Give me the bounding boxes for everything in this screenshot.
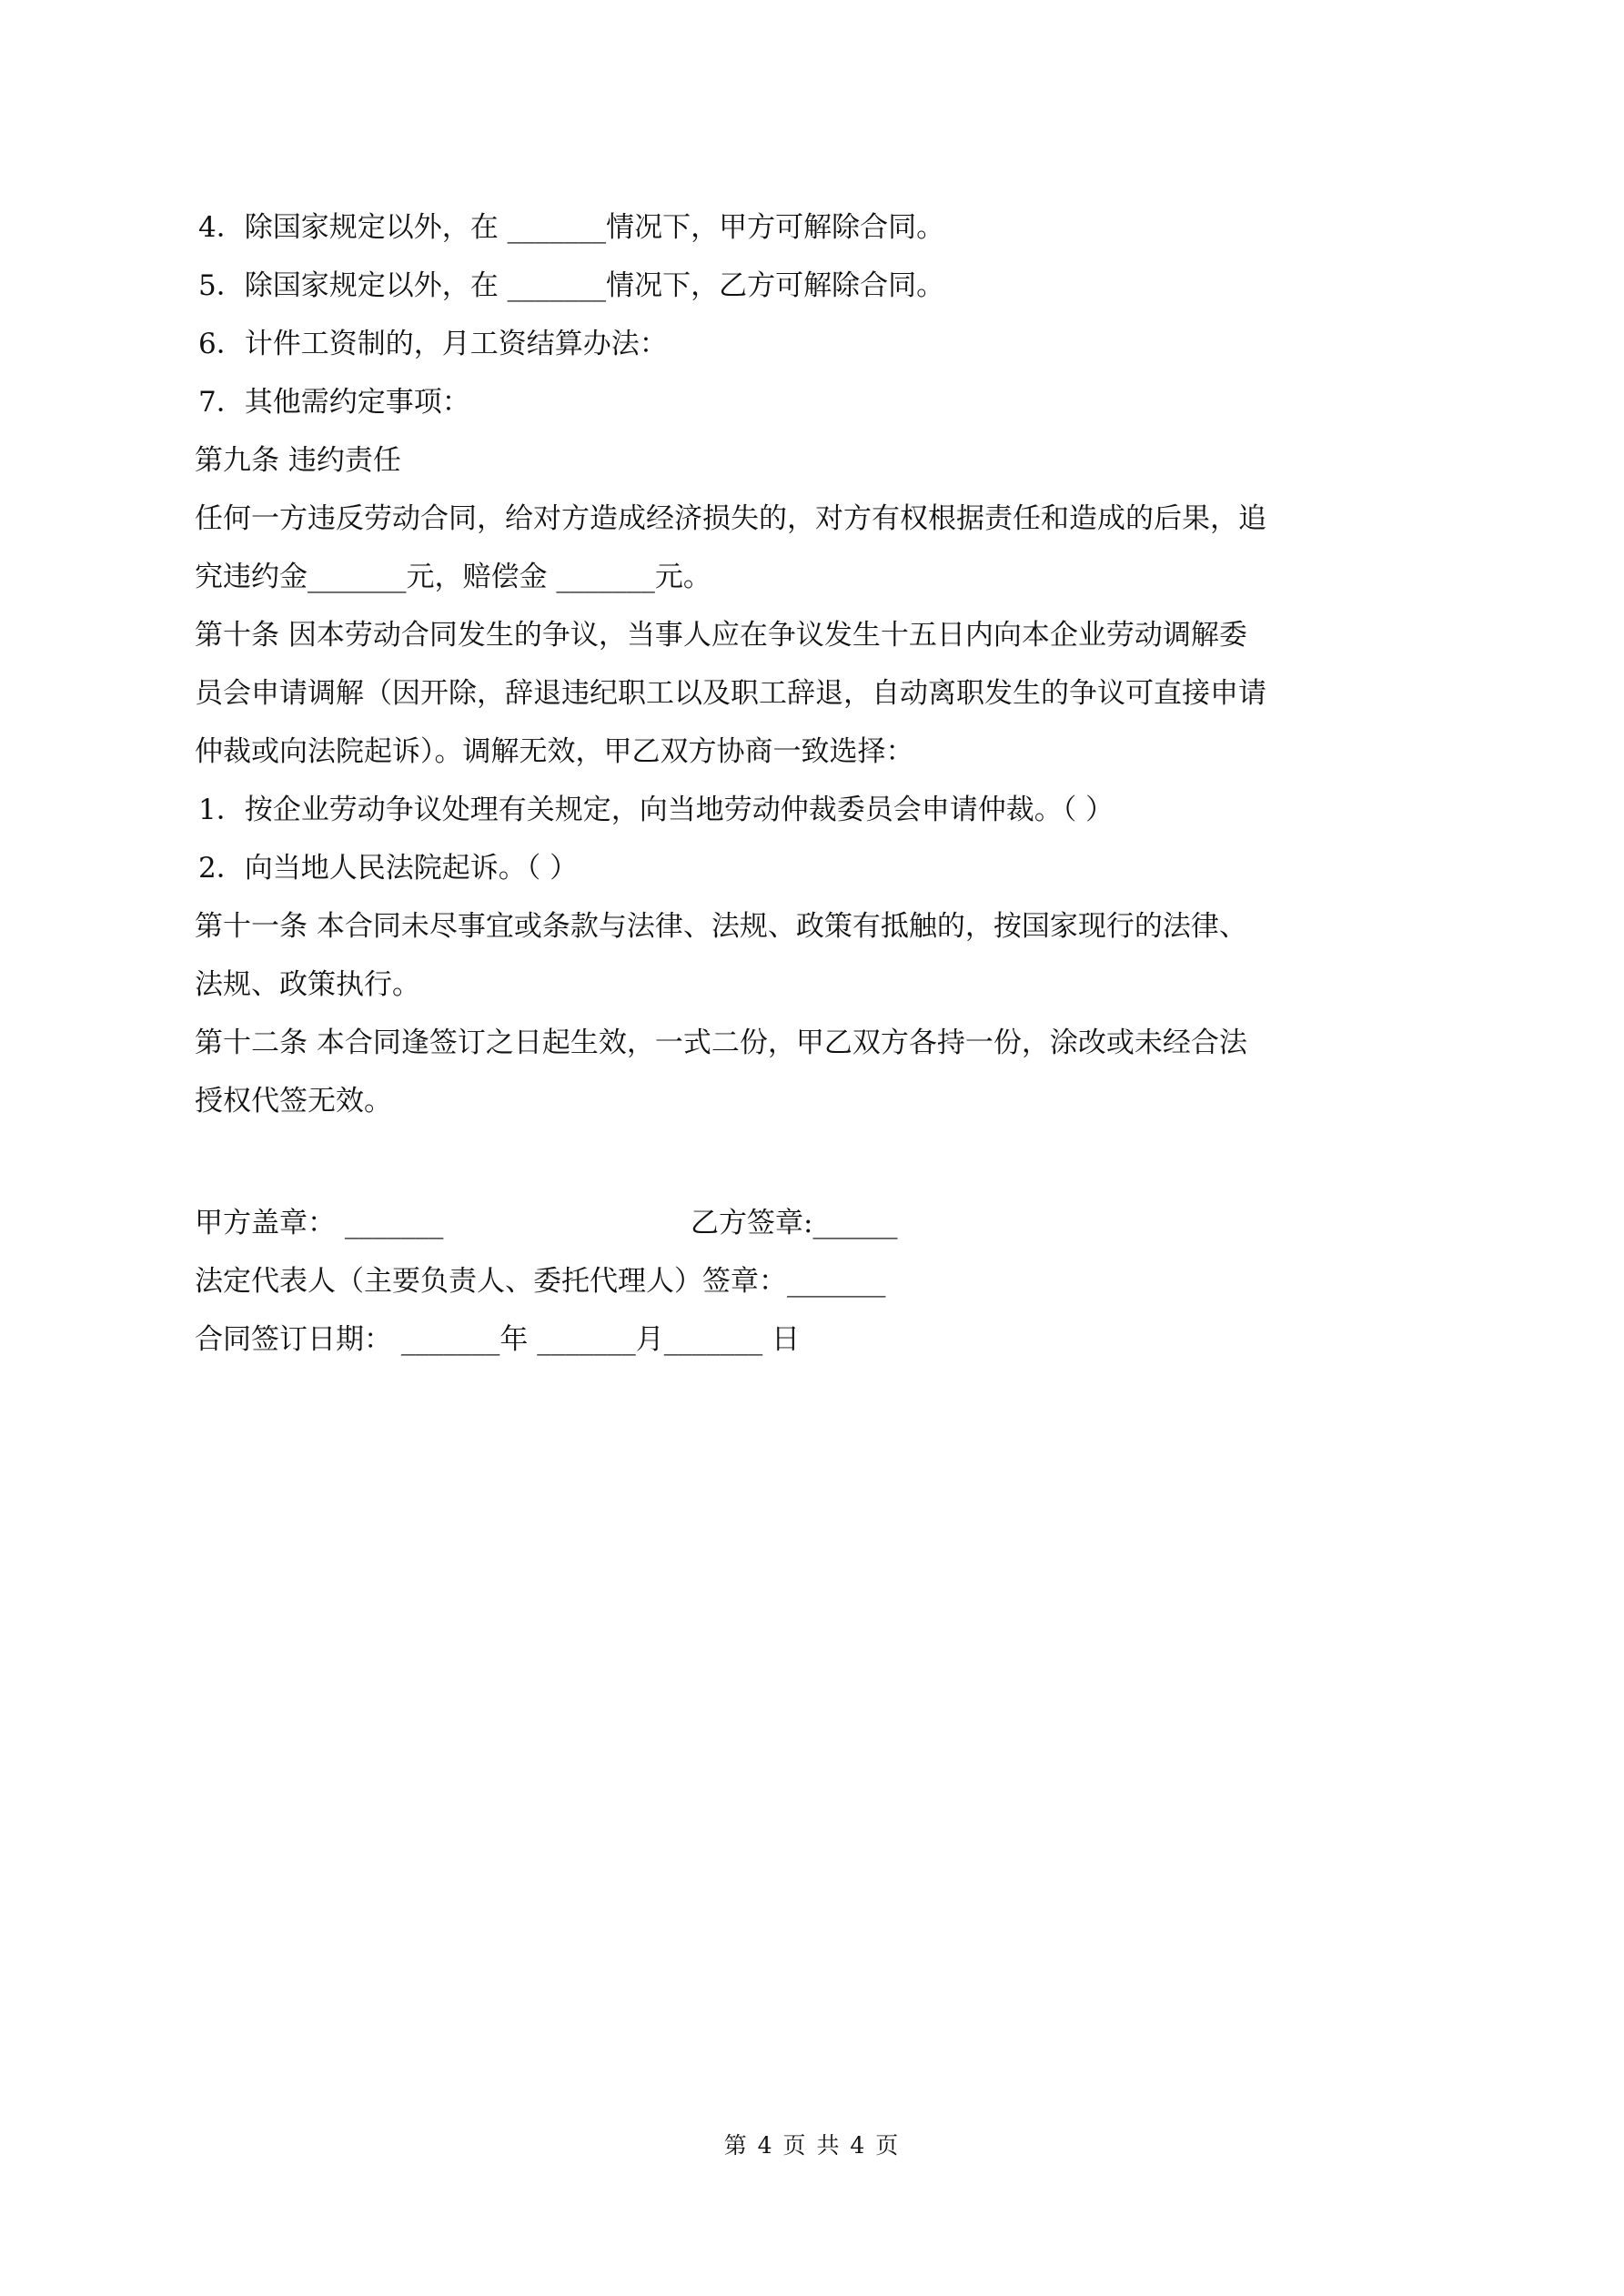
page-footer: 第 4 页 共 4 页 (723, 2132, 901, 2159)
clause-7: 7．其他需约定事项： (198, 386, 470, 419)
article-11-text-2: 法规、政策执行。 (195, 968, 420, 1001)
article-10-text-2: 员会申请调解（因开除，辞退违纪职工以及职工辞退，自动离职发生的争议可直接申请 (195, 677, 1266, 710)
article-10-option-1: 1．按企业劳动争议处理有关规定，向当地劳动仲裁委员会申请仲裁。（ ） (198, 794, 1115, 826)
article-11-text-1: 第十一条 本合同未尽事宜或条款与法律、法规、政策有抵触的，按国家现行的法律、 (195, 910, 1247, 943)
signature-spacer (195, 1130, 1441, 1194)
clause-6: 6．计件工资制的，月工资结算办法： (198, 328, 668, 360)
article-9-text-2: 究违约金_______元，赔偿金 _______元。 (195, 561, 711, 593)
contract-body (195, 198, 1441, 1369)
party-a-seal: 甲方盖章： _______ (195, 1207, 444, 1239)
article-9-heading: 第九条 违约责任 (195, 444, 401, 477)
signature-row (195, 1194, 1441, 1252)
article-12-text-2: 授权代签无效。 (195, 1085, 392, 1118)
article-9-text-1: 任何一方违反劳动合同，给对方造成经济损失的，对方有权根据责任和造成的后果，追 (195, 502, 1266, 535)
article-10-text-1: 第十条 因本劳动合同发生的争议，当事人应在争议发生十五日内向本企业劳动调解委 (195, 619, 1247, 652)
article-10-text-3: 仲裁或向法院起诉）。调解无效，甲乙双方协商一致选择： (195, 735, 914, 768)
party-b-signature: 乙方签章:______ (691, 1207, 898, 1239)
article-12-text-1: 第十二条 本合同逢签订之日起生效，一式二份，甲乙双方各持一份，涂改或未经合法 (195, 1027, 1247, 1059)
article-10-option-2: 2．向当地人民法院起诉。（ ） (198, 852, 579, 885)
clause-4: 4．除国家规定以外，在 _______情况下，甲方可解除合同。 (198, 211, 945, 244)
signing-date: 合同签订日期： _______年 _______月_______ 日 (195, 1323, 801, 1356)
clause-5: 5．除国家规定以外，在 _______情况下，乙方可解除合同。 (198, 269, 945, 302)
legal-representative-signature: 法定代表人（主要负责人、委托代理人）签章：_______ (195, 1265, 886, 1298)
